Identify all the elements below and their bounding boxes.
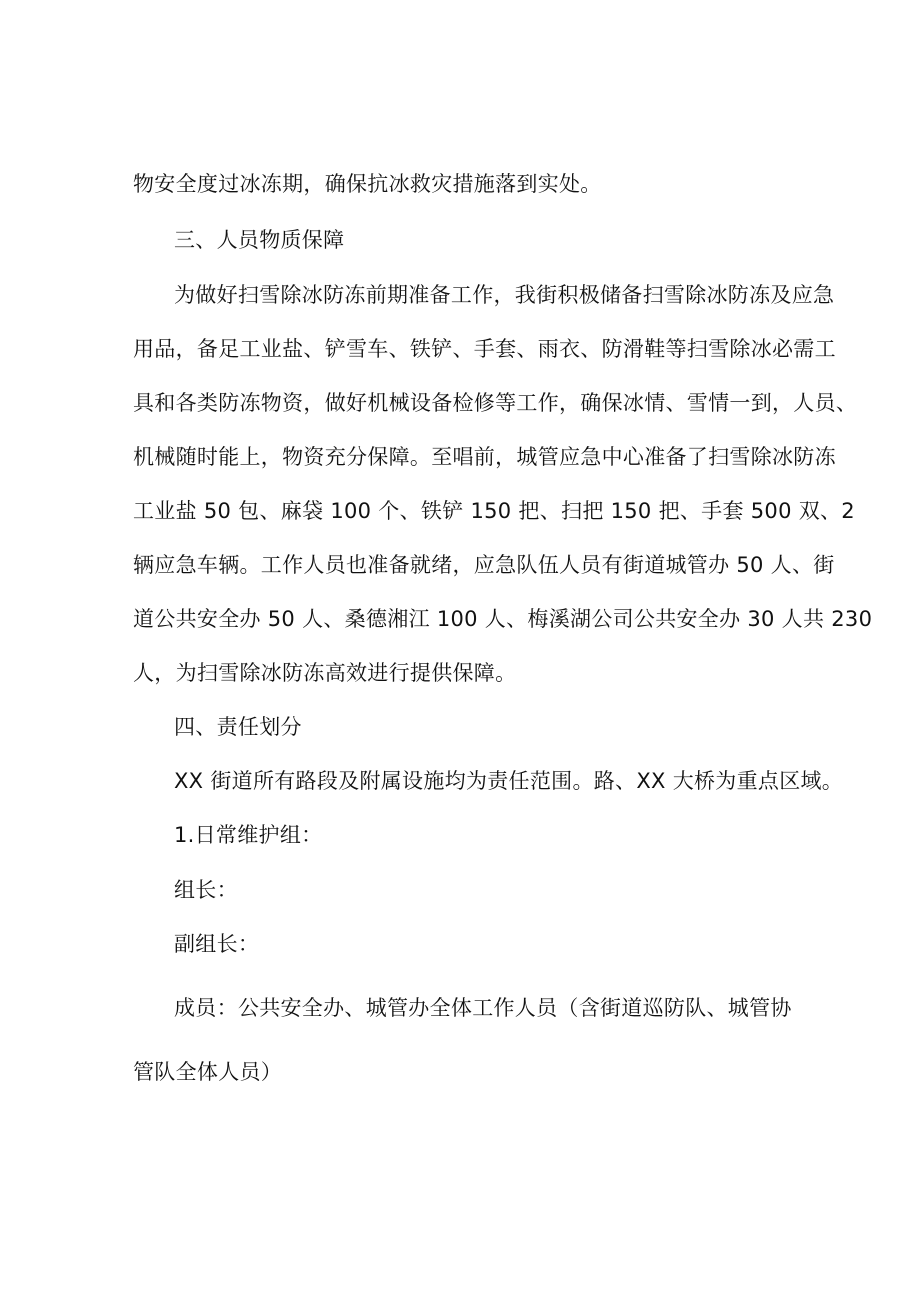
members-continuation-line: 管队全体人员）: [133, 1060, 283, 1084]
group-leader-line: 组长：: [174, 878, 238, 902]
daily-maintenance-group-heading: 1.日常维护组：: [174, 823, 323, 847]
paragraph-line-4: 具和各类防冻物资，做好机械设备检修等工作，确保冰情、雪情一到，人员、: [133, 391, 858, 415]
section-heading-personnel-materials: 三、人员物质保障: [174, 228, 345, 252]
paragraph-line-8: 道公共安全办 50 人、桑德湘江 100 人、梅溪湖公司公共安全办 30 人共 230: [133, 607, 873, 631]
paragraph-line-3: 用品，备足工业盐、铲雪车、铁铲、手套、雨衣、防滑鞋等扫雪除冰必需工: [133, 337, 836, 361]
members-line: 成员：公共安全办、城管办全体工作人员（含街道巡防队、城管协: [174, 996, 792, 1020]
paragraph-line-2: 为做好扫雪除冰防冻前期准备工作，我街积极储备扫雪除冰防冻及应急: [174, 283, 835, 307]
section-heading-responsibility: 四、责任划分: [174, 715, 302, 739]
paragraph-line-6: 工业盐 50 包、麻袋 100 个、铁铲 150 把、扫把 150 把、手套 500 双、2: [133, 499, 855, 523]
paragraph-line-1: 物安全度过冰冻期，确保抗冰救灾措施落到实处。: [133, 172, 602, 196]
deputy-group-leader-line: 副组长：: [174, 932, 260, 956]
paragraph-line-7: 辆应急车辆。工作人员也准备就绪，应急队伍人员有街道城管办 50 人、街: [133, 553, 835, 577]
paragraph-line-9: 人，为扫雪除冰防冻高效进行提供保障。: [133, 661, 517, 685]
paragraph-line-5: 机械随时能上，物资充分保障。至唱前，城管应急中心准备了扫雪除冰防冻: [133, 445, 836, 469]
responsibility-scope-line: XX 街道所有路段及附属设施均为责任范围。路、XX 大桥为重点区域。: [174, 769, 844, 793]
